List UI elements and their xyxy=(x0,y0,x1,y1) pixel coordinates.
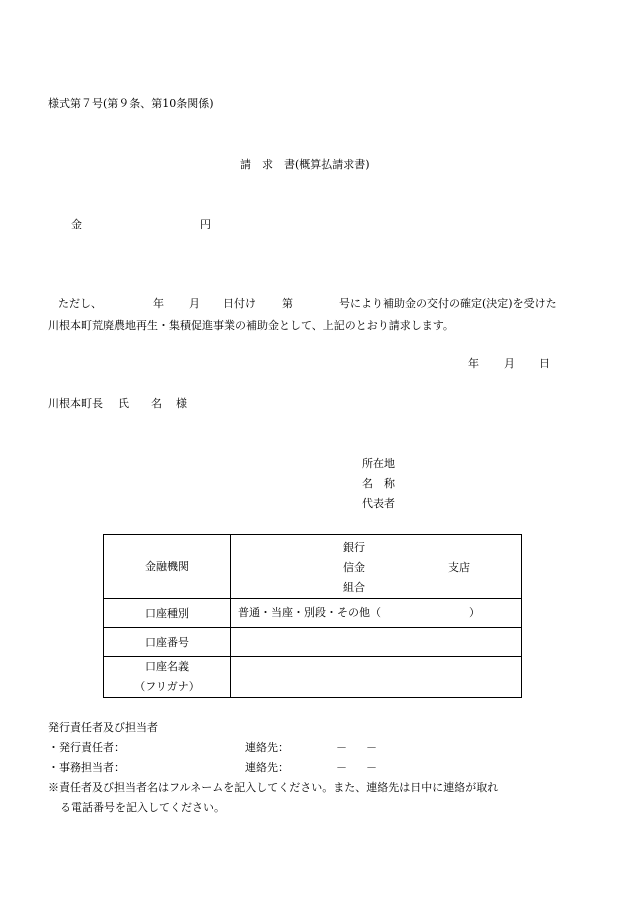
table-row xyxy=(104,657,522,698)
account-name-label: 口座名義 xyxy=(145,660,189,673)
issuer-contact-label: 連絡先： xyxy=(245,741,289,754)
body-rest-line1: 号により補助金の交付の確定(決定)を受けた xyxy=(339,297,557,310)
applicant-name-label: 名 称 xyxy=(362,477,395,490)
staff-dash-2: － xyxy=(366,761,377,774)
staff-contact-label: 連絡先： xyxy=(245,761,289,774)
account-name-kana-label: （フリガナ） xyxy=(134,679,200,693)
body-day-dated: 日付け xyxy=(223,297,256,310)
branch-label: 支店 xyxy=(448,561,470,574)
issuer-dash-1: － xyxy=(336,741,347,754)
body-tadashi: ただし、 xyxy=(58,297,102,310)
staff-dash-1: － xyxy=(336,761,347,774)
date-day: 日 xyxy=(539,357,550,370)
institution-label: 金融機関 xyxy=(104,535,231,599)
table-row xyxy=(104,535,522,599)
account-name-value-cell xyxy=(231,657,522,698)
issuer-dash-2: － xyxy=(366,741,377,754)
table-row xyxy=(104,628,522,657)
account-number-value-cell xyxy=(231,628,522,657)
bank-table xyxy=(103,534,522,698)
addressee-to: 川根本町長 xyxy=(48,397,103,410)
addressee-name: 氏 名 xyxy=(118,397,162,410)
applicant-address-label: 所在地 xyxy=(362,457,395,470)
body-year: 年 xyxy=(153,297,164,310)
body-line2: 川根本町荒廃農地再生・集積促進事業の補助金として、上記のとおり請求します。 xyxy=(48,319,454,332)
account-type-label: 口座種別 xyxy=(104,599,231,628)
applicant-representative-label: 代表者 xyxy=(362,497,395,510)
account-number-label: 口座番号 xyxy=(104,628,231,657)
body-dai: 第 xyxy=(282,297,293,310)
note-line1: ※責任者及び担当者名はフルネームを記入してください。また、連絡先は日中に連絡が取れ xyxy=(48,781,499,794)
account-type-value-cell xyxy=(231,599,522,628)
account-type-close: ） xyxy=(469,606,480,619)
page-title: 請 求 書(概算払請求書) xyxy=(240,158,370,171)
addressee-honorific: 様 xyxy=(176,397,187,410)
table-row xyxy=(104,599,522,628)
contacts-heading: 発行責任者及び担当者 xyxy=(48,721,158,734)
institution-value-cell xyxy=(231,535,522,599)
account-name-label-cell xyxy=(104,657,231,698)
staff-label: ・事務担当者： xyxy=(48,761,125,774)
issuer-label: ・発行責任者： xyxy=(48,741,125,754)
amount-unit: 円 xyxy=(200,218,211,231)
date-year: 年 xyxy=(468,357,479,370)
bank-type-shinkin: 信金 xyxy=(343,561,365,574)
date-month: 月 xyxy=(504,357,515,370)
account-type-options: 普通・当座・別段・その他（ xyxy=(238,606,381,619)
bank-type-kumiai: 組合 xyxy=(343,581,365,594)
body-month: 月 xyxy=(189,297,200,310)
bank-type-bank: 銀行 xyxy=(343,541,365,554)
form-number: 様式第７号(第９条、第10条関係) xyxy=(48,97,214,110)
note-line2: る電話番号を記入してください。 xyxy=(60,801,225,814)
amount-label: 金 xyxy=(71,218,82,231)
